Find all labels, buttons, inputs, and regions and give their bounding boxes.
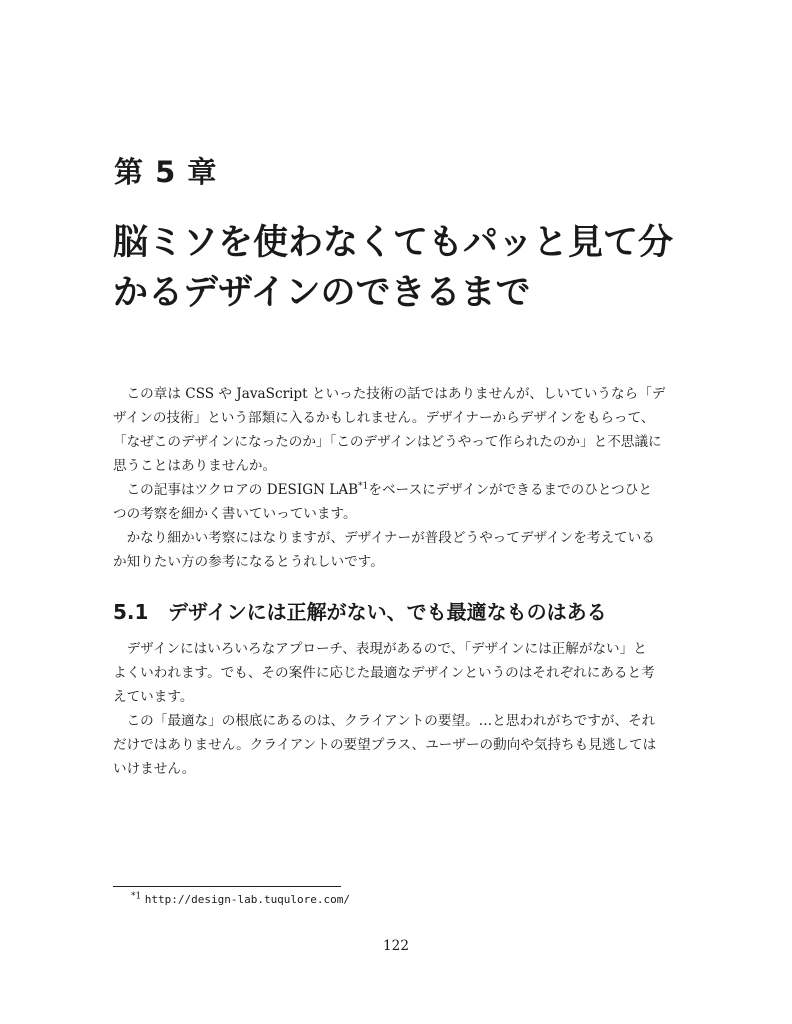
text-line: この章は CSS や JavaScript といった技術の話ではありませんが、しいていうなら「デ: [113, 386, 666, 402]
section-heading: [113, 597, 607, 627]
intro-paragraph-3: [113, 526, 683, 574]
text-fragment: この記事はツクロアの DESIGN LAB: [113, 482, 359, 498]
text-line: [113, 478, 683, 502]
text-line: か知りたい方の参考になるとうれしいです。: [113, 554, 384, 570]
text-line: よくいわれます。でも、その案件に応じた最適なデザインというのはそれぞれにあると考: [113, 665, 655, 681]
text-line: デザインにはいろいろなアプローチ、表現があるので、「デザインには正解がない」と: [113, 641, 647, 657]
section-title: デザインには正解がない、でも最適なものはある: [168, 600, 607, 624]
text-line: だけではありません。クライアントの要望プラス、ユーザーの動向や気持ちも見逃しては: [113, 737, 657, 753]
chapter-title-line: 脳ミソを使わなくてもパッと見て分: [113, 223, 674, 263]
chapter-title-line: かるデザインのできるまで: [113, 273, 531, 313]
section-number: 5.1: [113, 600, 149, 624]
text-line: 「なぜこのデザインになったのか」「このデザインはどうやって作られたのか」と不思議に: [113, 434, 662, 450]
text-line: えています。: [113, 689, 194, 705]
text-line: いけません。: [113, 761, 196, 777]
text-line: この「最適な」の根底にあるのは、クライアントの要望。…と思われがちですが、それ: [113, 713, 656, 729]
intro-paragraph-2: [113, 478, 683, 526]
text-line: 思うことはありませんか。: [113, 458, 277, 474]
intro-paragraph-1: [113, 382, 683, 478]
footnote-url-link[interactable]: http://design-lab.tuqulore.com/: [144, 893, 351, 906]
text-line: つの考察を細かく書いていっています。: [113, 506, 357, 522]
footnote: [131, 891, 350, 909]
page-number: 122: [383, 938, 409, 954]
section-paragraph-1: [113, 637, 683, 709]
footnote-mark: *1: [131, 891, 142, 902]
section-paragraph-2: [113, 709, 683, 781]
text-line: かなり細かい考察にはなりますが、デザイナーが普段どうやってデザインを考えている: [113, 530, 655, 546]
text-fragment: をベースにデザインができるまでのひとつひと: [368, 482, 652, 498]
text-line: ザインの技術」という部類に入るかもしれません。デザイナーからデザインをもらって、: [113, 410, 655, 426]
footnote-reference[interactable]: *1: [358, 481, 369, 492]
footnote-divider: [113, 886, 341, 887]
chapter-title: [113, 218, 703, 318]
chapter-label: 第 5 章: [114, 155, 218, 189]
